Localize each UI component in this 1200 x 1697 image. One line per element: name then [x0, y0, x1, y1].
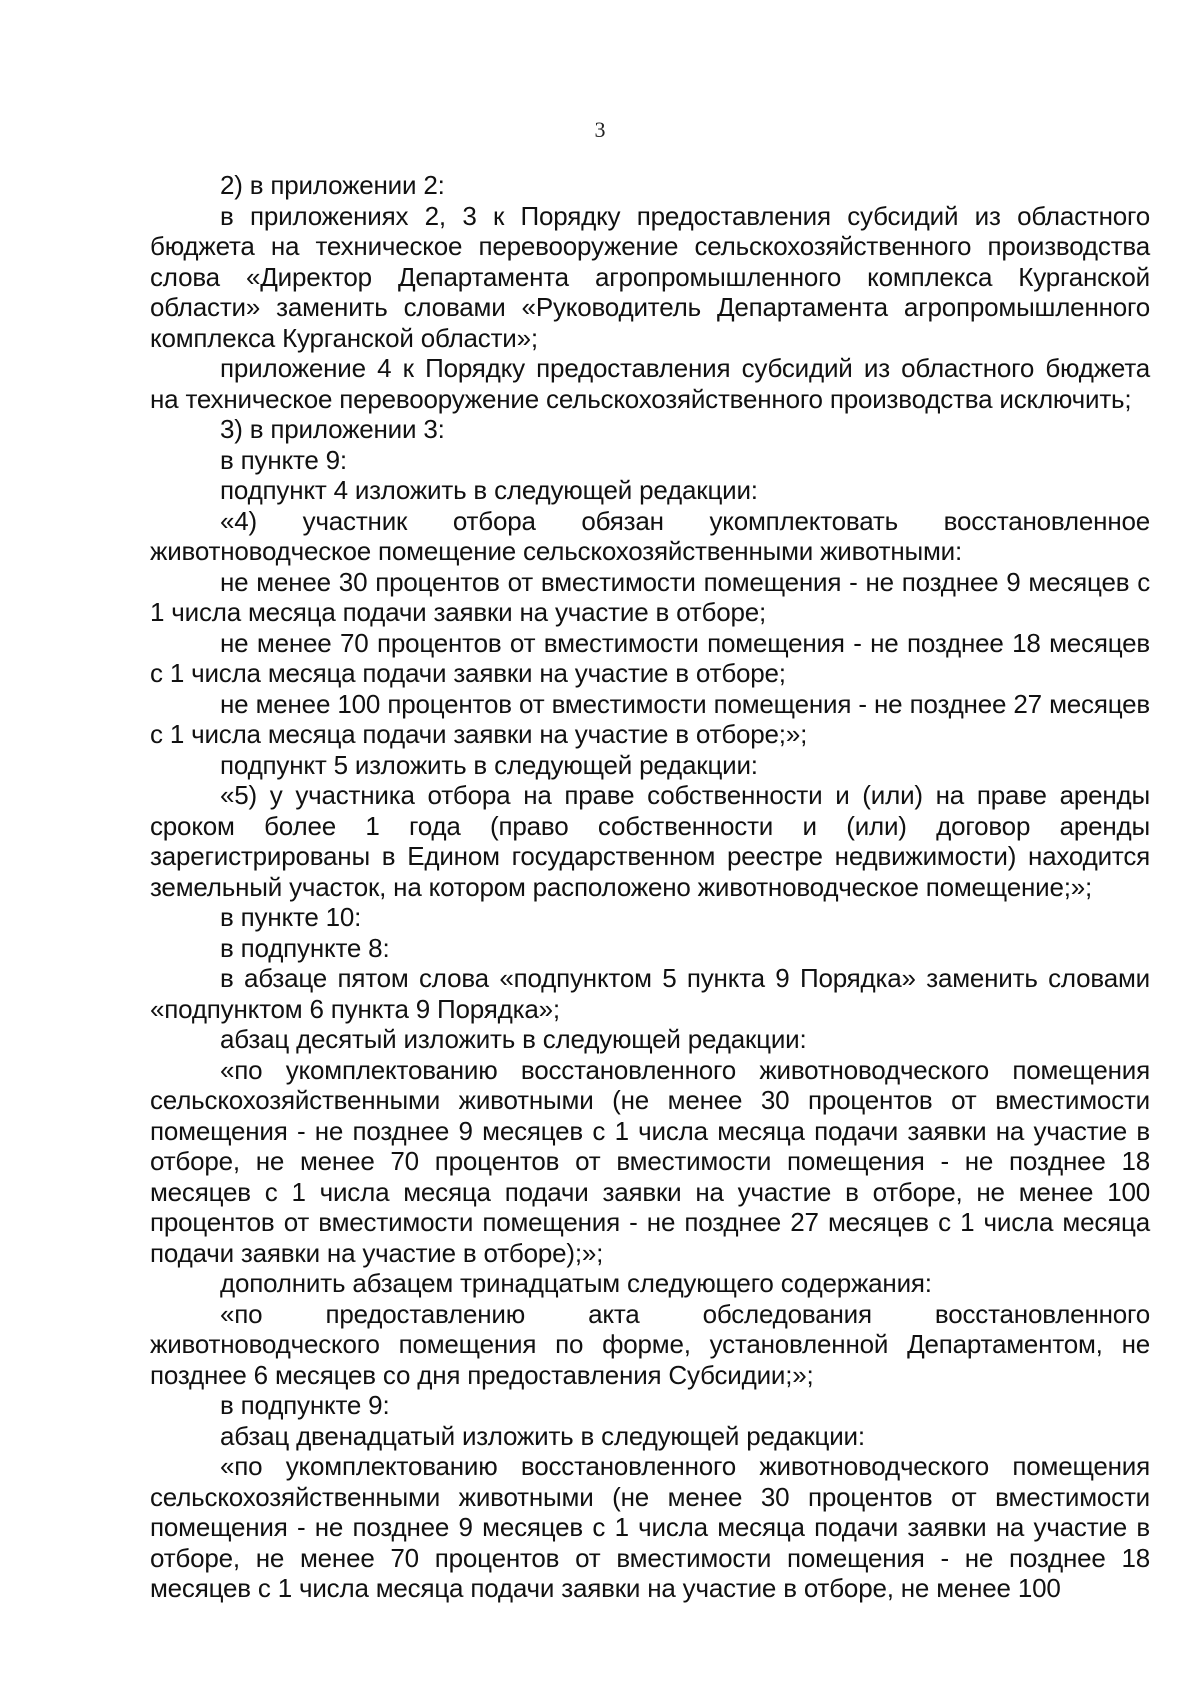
paragraph: в пункте 10: — [220, 902, 362, 932]
paragraph: абзац десятый изложить в следующей редакции: — [220, 1024, 807, 1054]
paragraph: 2) в приложении 2: — [220, 170, 445, 200]
paragraph: в подпункте 9: — [220, 1390, 390, 1420]
paragraph: абзац двенадцатый изложить в следующей редакции: — [220, 1420, 865, 1451]
paragraph: в пункте 9: — [220, 444, 347, 475]
paragraph: не менее 70 процентов от вместимости помещения - не позднее 18 месяцев с 1 числа месяца подачи заявки на участие в отборе; — [150, 627, 1150, 688]
paragraph: не менее 100 процентов от вместимости помещения - не позднее 27 месяцев с 1 числа месяца подачи заявки на участие в отборе;»; — [150, 688, 1150, 749]
paragraph: приложение 4 к Порядку предоставления субсидий из областного бюджета на техническое перевооружение сельскохозяйственного производства исключить; — [150, 353, 1150, 414]
document-body — [150, 170, 1150, 1604]
paragraph: «5) у участника отбора на праве собственности и (или) на праве аренды сроком более 1 года (право собственности и (или) договор аренды зарегистрированы в Едином государственном реестре недвижимости) находится земельный участок, на котором расположено животноводческое помещение;»; — [150, 780, 1150, 902]
paragraph: в подпункте 8: — [220, 932, 390, 963]
paragraph: подпункт 4 изложить в следующей редакции: — [220, 475, 758, 505]
paragraph: «4) участник отбора обязан укомплектовать восстановленное животноводческое помещение сельскохозяйственными животными: — [150, 505, 1150, 566]
paragraph: «по предоставлению акта обследования восстановленного животноводческого помещения по форме, установленной Департаментом, не позднее 6 месяцев со дня предоставления Субсидии;»; — [150, 1298, 1150, 1390]
paragraph: «по укомплектованию восстановленного животноводческого помещения сельскохозяйственными животными (не менее 30 процентов от вместимости помещения - не позднее 9 месяцев с 1 числа месяца подачи заявки на участие в отборе, не менее 70 процентов от вместимости помещения - не позднее 18 месяцев с 1 числа месяца подачи заявки на участие в отборе, не менее 100 процентов от вместимости помещения - не позднее 27 месяцев с 1 числа месяца подачи заявки на участие в отборе);»; — [150, 1054, 1150, 1268]
paragraph: «по укомплектованию восстановленного животноводческого помещения сельскохозяйственными животными (не менее 30 процентов от вместимости помещения - не позднее 9 месяцев с 1 числа месяца подачи заявки на участие в отборе, не менее 70 процентов от вместимости помещения - не позднее 18 месяцев с 1 числа месяца подачи заявки на участие в отборе, не менее 100 — [150, 1451, 1150, 1603]
paragraph: дополнить абзацем тринадцатым следующего содержания: — [220, 1268, 932, 1298]
paragraph: 3) в приложении 3: — [220, 414, 445, 444]
paragraph: в приложениях 2, 3 к Порядку предоставления субсидий из областного бюджета на техническое перевооружение сельскохозяйственного производства слова «Директор Департамента агропромышленного комплекса Курганской области» заменить словами «Руководитель Департамента агропромышленного комплекса Курганской области»; — [150, 200, 1150, 353]
paragraph: не менее 30 процентов от вместимости помещения - не позднее 9 месяцев с 1 числа месяца подачи заявки на участие в отборе; — [150, 566, 1150, 627]
paragraph: подпункт 5 изложить в следующей редакции: — [220, 749, 758, 780]
page-number: 3 — [594, 117, 606, 142]
paragraph: в абзаце пятом слова «подпунктом 5 пункта 9 Порядка» заменить словами «подпунктом 6 пункта 9 Порядка»; — [150, 963, 1150, 1024]
